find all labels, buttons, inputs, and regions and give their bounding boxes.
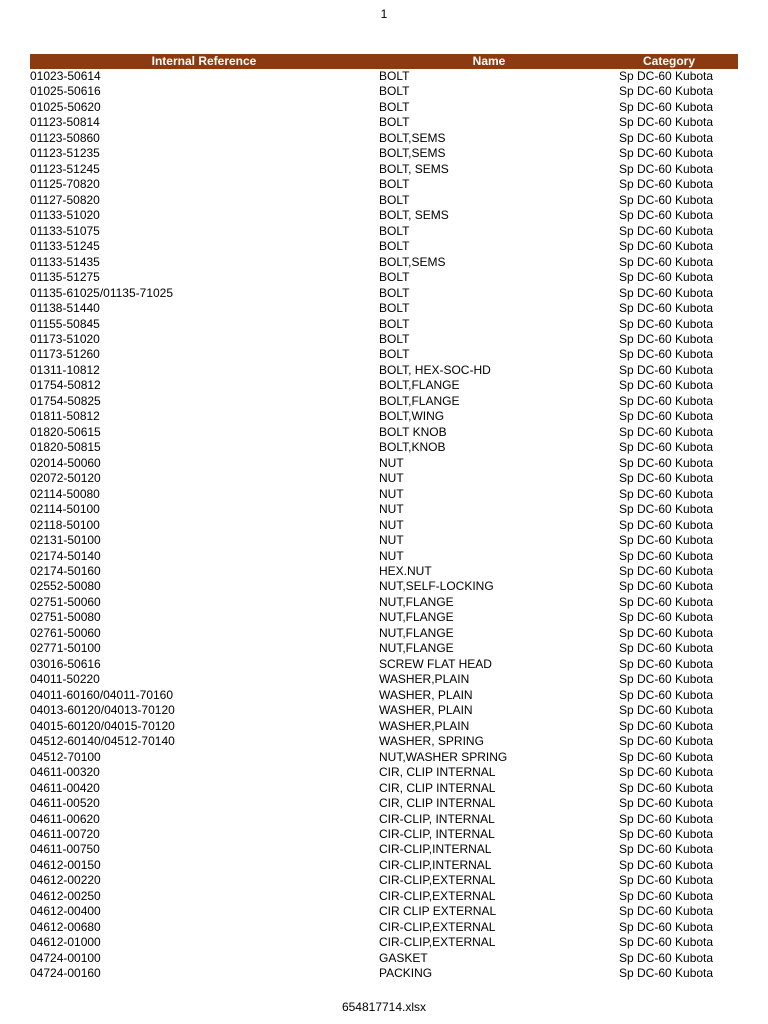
cell-category: Sp DC-60 Kubota (619, 161, 714, 176)
cell-name: BOLT (379, 115, 410, 130)
cell-name: CIR-CLIP,EXTERNAL (379, 919, 496, 934)
cell-category: Sp DC-60 Kubota (619, 579, 714, 594)
cell-category: Sp DC-60 Kubota (619, 687, 714, 702)
cell-category: Sp DC-60 Kubota (619, 502, 714, 517)
cell-name: CIR CLIP EXTERNAL (379, 904, 497, 919)
cell-internal-reference: 04611-00520 (30, 796, 100, 811)
cell-name: CIR-CLIP,EXTERNAL (379, 935, 496, 950)
cell-name: HEX.NUT (379, 564, 432, 578)
cell-category: Sp DC-60 Kubota (619, 564, 714, 578)
cell-internal-reference: 01025-50620 (30, 99, 101, 114)
cell-internal-reference: 02174-50140 (30, 548, 101, 563)
cell-internal-reference: 02771-50100 (30, 641, 101, 656)
cell-category: Sp DC-60 Kubota (619, 393, 714, 408)
cell-name: BOLT KNOB (379, 424, 447, 439)
cell-category: Sp DC-60 Kubota (619, 301, 714, 316)
cell-category: Sp DC-60 Kubota (619, 208, 714, 223)
table-row (30, 270, 738, 285)
cell-internal-reference: 01311-10812 (30, 362, 100, 377)
cell-category: Sp DC-60 Kubota (619, 177, 714, 192)
table-row (30, 610, 738, 625)
cell-category: Sp DC-60 Kubota (619, 610, 714, 625)
cell-name: NUT,FLANGE (379, 594, 454, 609)
table-row (30, 549, 738, 564)
table-row (30, 951, 738, 966)
cell-category: Sp DC-60 Kubota (619, 826, 714, 841)
table-row (30, 920, 738, 935)
cell-internal-reference: 01125-70820 (30, 177, 100, 192)
cell-internal-reference: 01811-50812 (30, 409, 100, 424)
cell-name: CIR-CLIP,INTERNAL (379, 857, 492, 872)
table-body (30, 69, 738, 982)
cell-category: Sp DC-60 Kubota (619, 115, 714, 130)
cell-name: CIR, CLIP INTERNAL (379, 780, 496, 795)
cell-internal-reference: 01138-51440 (30, 301, 100, 316)
cell-name: BOLT (379, 301, 410, 316)
cell-name: BOLT,SEMS (379, 146, 446, 161)
cell-category: Sp DC-60 Kubota (619, 409, 714, 424)
cell-internal-reference: 01135-61025/01135-71025 (30, 285, 174, 300)
cell-internal-reference: 02174-50160 (30, 564, 101, 578)
cell-name: CIR-CLIP,EXTERNAL (379, 888, 496, 903)
cell-category: Sp DC-60 Kubota (619, 378, 714, 393)
cell-name: NUT (379, 533, 404, 548)
cell-category: Sp DC-60 Kubota (619, 517, 714, 532)
cell-category: Sp DC-60 Kubota (619, 950, 714, 965)
cell-internal-reference: 02751-50060 (30, 594, 101, 609)
cell-internal-reference: 01133-51245 (30, 239, 100, 254)
cell-name: BOLT,SEMS (379, 254, 446, 269)
cell-internal-reference: 02761-50060 (30, 625, 101, 640)
cell-internal-reference: 04011-50220 (30, 672, 100, 687)
cell-internal-reference: 02751-50080 (30, 610, 101, 625)
cell-name: BOLT (379, 84, 410, 99)
cell-internal-reference: 04512-60140/04512-70140 (30, 734, 175, 749)
table-row (30, 409, 738, 424)
cell-name: WASHER, SPRING (379, 734, 484, 749)
table-row (30, 719, 738, 734)
cell-internal-reference: 01754-50812 (30, 378, 101, 393)
cell-category: Sp DC-60 Kubota (619, 254, 714, 269)
table-row (30, 456, 738, 471)
cell-internal-reference: 02114-50100 (30, 502, 100, 517)
cell-internal-reference: 04611-00750 (30, 842, 100, 857)
cell-internal-reference: 01173-51260 (30, 347, 100, 362)
cell-internal-reference: 01820-50615 (30, 424, 101, 439)
cell-internal-reference: 01754-50825 (30, 393, 101, 408)
table-row (30, 873, 738, 888)
cell-name: CIR-CLIP,INTERNAL (379, 842, 492, 857)
cell-category: Sp DC-60 Kubota (619, 455, 714, 470)
cell-internal-reference: 04612-00680 (30, 919, 101, 934)
cell-internal-reference: 04612-00150 (30, 857, 101, 872)
cell-name: BOLT,SEMS (379, 130, 446, 145)
cell-category: Sp DC-60 Kubota (619, 223, 714, 238)
column-header-category: Category (642, 54, 695, 68)
cell-name: BOLT (379, 316, 410, 331)
cell-category: Sp DC-60 Kubota (619, 842, 714, 857)
cell-category: Sp DC-60 Kubota (619, 811, 714, 826)
cell-name: NUT (379, 486, 404, 501)
cell-name: CIR, CLIP INTERNAL (379, 796, 496, 811)
cell-category: Sp DC-60 Kubota (619, 625, 714, 640)
table-row (30, 812, 738, 827)
cell-category: Sp DC-60 Kubota (619, 796, 714, 811)
cell-name: BOLT,KNOB (379, 440, 446, 455)
table-row (30, 827, 738, 842)
cell-name: BOLT (379, 69, 410, 83)
table-row (30, 69, 738, 84)
cell-category: Sp DC-60 Kubota (619, 749, 714, 764)
table-row (30, 904, 738, 919)
cell-category: Sp DC-60 Kubota (619, 857, 714, 872)
cell-category: Sp DC-60 Kubota (619, 533, 714, 548)
table-row (30, 301, 738, 316)
cell-internal-reference: 04611-00320 (30, 765, 100, 780)
cell-internal-reference: 03016-50616 (30, 656, 101, 671)
cell-category: Sp DC-60 Kubota (619, 424, 714, 439)
cell-category: Sp DC-60 Kubota (619, 594, 714, 609)
cell-category: Sp DC-60 Kubota (619, 99, 714, 114)
cell-category: Sp DC-60 Kubota (619, 888, 714, 903)
cell-category: Sp DC-60 Kubota (619, 486, 714, 501)
cell-internal-reference: 02114-50080 (30, 486, 100, 501)
cell-category: Sp DC-60 Kubota (619, 656, 714, 671)
cell-category: Sp DC-60 Kubota (619, 146, 714, 161)
cell-internal-reference: 02552-50080 (30, 579, 101, 594)
table-row (30, 518, 738, 533)
cell-name: NUT (379, 455, 404, 470)
table-row (30, 146, 738, 161)
cell-internal-reference: 01123-51235 (30, 146, 100, 161)
cell-name: SCREW FLAT HEAD (379, 656, 492, 671)
cell-internal-reference: 02014-50060 (30, 455, 101, 470)
cell-name: NUT,FLANGE (379, 641, 454, 656)
file-name-footer: 654817714.xlsx (341, 1000, 427, 1014)
table-row (30, 162, 738, 177)
cell-internal-reference: 01133-51075 (30, 223, 100, 238)
table-row (30, 487, 738, 502)
table-row (30, 208, 738, 223)
cell-name: BOLT,FLANGE (379, 393, 460, 408)
cell-name: BOLT,FLANGE (379, 378, 460, 393)
table-row (30, 425, 738, 440)
cell-internal-reference: 02131-50100 (30, 533, 101, 548)
table-row (30, 641, 738, 656)
cell-internal-reference: 01127-50820 (30, 192, 100, 207)
table-row (30, 378, 738, 393)
cell-name: BOLT,WING (379, 409, 445, 424)
cell-internal-reference: 04612-01000 (30, 935, 101, 950)
cell-name: NUT,WASHER SPRING (379, 749, 508, 764)
cell-name: BOLT, SEMS (379, 161, 449, 176)
cell-name: CIR, CLIP INTERNAL (379, 765, 496, 780)
cell-name: WASHER,PLAIN (379, 718, 470, 733)
page-number: 1 (380, 7, 388, 21)
cell-name: BOLT, HEX-SOC-HD (379, 362, 491, 377)
cell-category: Sp DC-60 Kubota (619, 239, 714, 254)
cell-internal-reference: 04612-00400 (30, 904, 101, 919)
table-row (30, 734, 738, 749)
cell-category: Sp DC-60 Kubota (619, 935, 714, 950)
cell-category: Sp DC-60 Kubota (619, 641, 714, 656)
column-header-internal-reference: Internal Reference (151, 54, 257, 68)
table-row (30, 115, 738, 130)
cell-category: Sp DC-60 Kubota (619, 130, 714, 145)
table-row (30, 579, 738, 594)
table-row (30, 224, 738, 239)
cell-name: NUT (379, 548, 404, 563)
cell-internal-reference: 04611-00420 (30, 780, 100, 795)
table-row (30, 332, 738, 347)
cell-name: PACKING (379, 966, 433, 981)
table-row (30, 363, 738, 378)
table-row (30, 440, 738, 455)
table-row (30, 502, 738, 517)
cell-name: BOLT (379, 239, 410, 254)
cell-internal-reference: 01023-50614 (30, 69, 101, 83)
cell-category: Sp DC-60 Kubota (619, 904, 714, 919)
cell-name: WASHER, PLAIN (379, 687, 473, 702)
cell-name: WASHER,PLAIN (379, 672, 470, 687)
cell-category: Sp DC-60 Kubota (619, 471, 714, 486)
cell-name: NUT (379, 471, 404, 486)
cell-name: GASKET (379, 950, 428, 965)
cell-internal-reference: 02118-50100 (30, 517, 100, 532)
table-row (30, 286, 738, 301)
cell-name: BOLT (379, 270, 410, 285)
cell-internal-reference: 01123-51245 (30, 161, 100, 176)
cell-name: CIR-CLIP, INTERNAL (379, 811, 495, 826)
table-row (30, 131, 738, 146)
table-row (30, 317, 738, 332)
table-row (30, 255, 738, 270)
table-row (30, 935, 738, 950)
parts-table (30, 54, 738, 982)
table-row (30, 889, 738, 904)
cell-internal-reference: 04015-60120/04015-70120 (30, 718, 175, 733)
cell-internal-reference: 04611-00720 (30, 826, 100, 841)
table-row (30, 672, 738, 687)
table-row (30, 533, 738, 548)
cell-category: Sp DC-60 Kubota (619, 331, 714, 346)
cell-category: Sp DC-60 Kubota (619, 919, 714, 934)
table-row (30, 765, 738, 780)
cell-internal-reference: 01155-50845 (30, 316, 100, 331)
cell-category: Sp DC-60 Kubota (619, 966, 714, 981)
cell-category: Sp DC-60 Kubota (619, 703, 714, 718)
table-row (30, 564, 738, 579)
cell-internal-reference: 04612-00220 (30, 873, 101, 888)
cell-name: BOLT, SEMS (379, 208, 449, 223)
cell-internal-reference: 04724-00100 (30, 950, 101, 965)
table-row (30, 966, 738, 981)
cell-internal-reference: 01133-51435 (30, 254, 100, 269)
cell-category: Sp DC-60 Kubota (619, 362, 714, 377)
table-row (30, 177, 738, 192)
cell-internal-reference: 01173-51020 (30, 331, 100, 346)
cell-name: BOLT (379, 347, 410, 362)
cell-category: Sp DC-60 Kubota (619, 873, 714, 888)
cell-internal-reference: 04512-70100 (30, 749, 101, 764)
table-row (30, 626, 738, 641)
table-row (30, 347, 738, 362)
table-row (30, 781, 738, 796)
cell-name: WASHER, PLAIN (379, 703, 473, 718)
cell-name: NUT,SELF-LOCKING (379, 579, 494, 594)
table-row (30, 796, 738, 811)
cell-name: BOLT (379, 223, 410, 238)
table-row (30, 239, 738, 254)
cell-category: Sp DC-60 Kubota (619, 765, 714, 780)
cell-internal-reference: 01025-50616 (30, 84, 101, 99)
cell-name: NUT,FLANGE (379, 610, 454, 625)
cell-internal-reference: 04611-00620 (30, 811, 100, 826)
cell-category: Sp DC-60 Kubota (619, 316, 714, 331)
table-row (30, 471, 738, 486)
cell-category: Sp DC-60 Kubota (619, 347, 714, 362)
cell-name: BOLT (379, 192, 410, 207)
cell-internal-reference: 01820-50815 (30, 440, 101, 455)
cell-name: NUT (379, 502, 404, 517)
table-row (30, 100, 738, 115)
table-row (30, 688, 738, 703)
cell-category: Sp DC-60 Kubota (619, 672, 714, 687)
cell-category: Sp DC-60 Kubota (619, 734, 714, 749)
table-row (30, 842, 738, 857)
table-row (30, 595, 738, 610)
table-row (30, 858, 738, 873)
cell-name: NUT,FLANGE (379, 625, 454, 640)
column-header-name: Name (472, 54, 506, 68)
table-row (30, 84, 738, 99)
table-header (30, 54, 738, 69)
cell-internal-reference: 01123-50814 (30, 115, 100, 130)
cell-name: CIR-CLIP, INTERNAL (379, 826, 495, 841)
cell-internal-reference: 04013-60120/04013-70120 (30, 703, 175, 718)
cell-internal-reference: 01133-51020 (30, 208, 100, 223)
cell-category: Sp DC-60 Kubota (619, 84, 714, 99)
cell-name: NUT (379, 517, 404, 532)
table-row (30, 193, 738, 208)
cell-category: Sp DC-60 Kubota (619, 285, 714, 300)
cell-category: Sp DC-60 Kubota (619, 69, 714, 83)
cell-internal-reference: 04011-60160/04011-70160 (30, 687, 174, 702)
cell-internal-reference: 04724-00160 (30, 966, 101, 981)
cell-name: CIR-CLIP,EXTERNAL (379, 873, 496, 888)
cell-category: Sp DC-60 Kubota (619, 192, 714, 207)
cell-category: Sp DC-60 Kubota (619, 780, 714, 795)
cell-internal-reference: 01135-51275 (30, 270, 100, 285)
cell-internal-reference: 01123-50860 (30, 130, 100, 145)
cell-name: BOLT (379, 331, 410, 346)
cell-category: Sp DC-60 Kubota (619, 718, 714, 733)
cell-internal-reference: 04612-00250 (30, 888, 101, 903)
cell-name: BOLT (379, 177, 410, 192)
cell-internal-reference: 02072-50120 (30, 471, 101, 486)
table-row (30, 394, 738, 409)
cell-category: Sp DC-60 Kubota (619, 440, 714, 455)
cell-name: BOLT (379, 285, 410, 300)
cell-category: Sp DC-60 Kubota (619, 270, 714, 285)
table-row (30, 750, 738, 765)
cell-category: Sp DC-60 Kubota (619, 548, 714, 563)
table-row (30, 703, 738, 718)
cell-name: BOLT (379, 99, 410, 114)
table-row (30, 657, 738, 672)
